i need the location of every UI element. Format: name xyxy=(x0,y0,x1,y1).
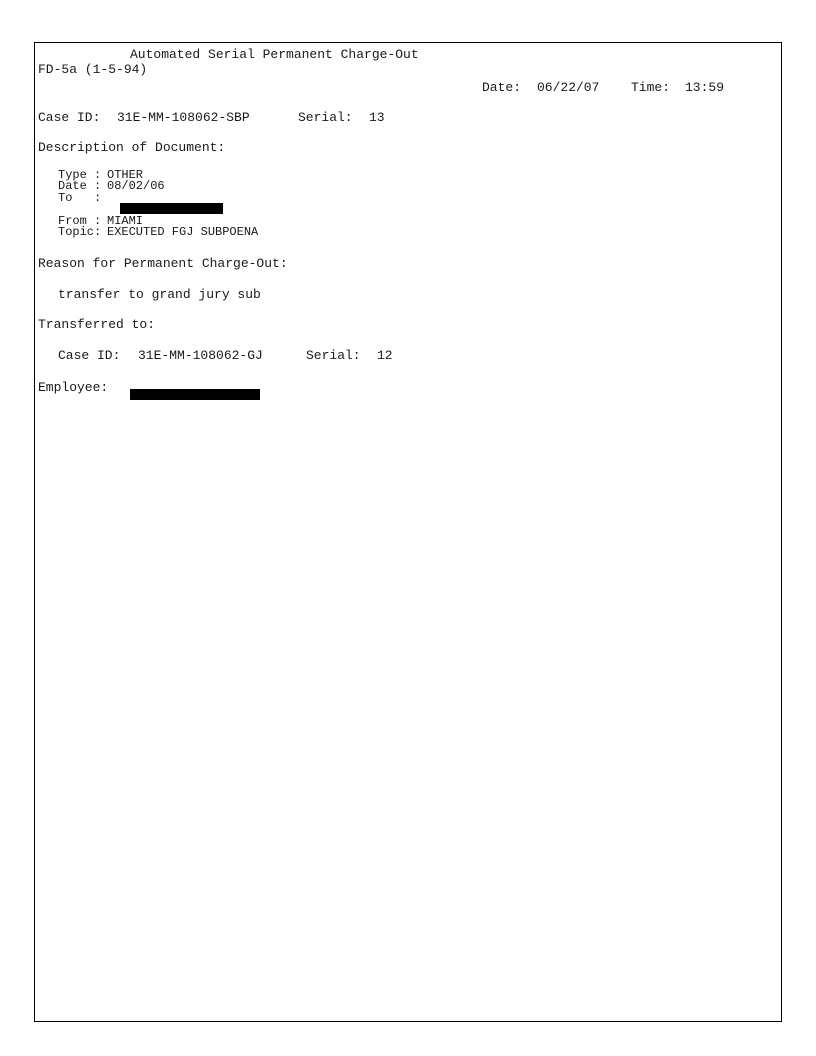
type-label: Type : xyxy=(58,168,102,182)
type-value: OTHER xyxy=(107,168,144,182)
case-id-label: Case ID: xyxy=(38,110,101,125)
from-label: From : xyxy=(58,214,102,228)
date-label: Date: xyxy=(482,80,522,95)
to-label: To : xyxy=(58,191,102,205)
reason-heading: Reason for Permanent Charge-Out: xyxy=(38,256,288,271)
form-number: FD-5a (1-5-94) xyxy=(38,62,148,77)
transfer-serial-label: Serial: xyxy=(306,348,361,363)
time-label: Time: xyxy=(631,80,671,95)
serial-value: 13 xyxy=(369,110,385,125)
from-value: MIAMI xyxy=(107,214,144,228)
reason-text: transfer to grand jury sub xyxy=(58,287,261,302)
time-value: 13:59 xyxy=(685,80,725,95)
redacted-employee-name xyxy=(130,389,260,400)
case-id-value: 31E-MM-108062-SBP xyxy=(117,110,250,125)
description-heading: Description of Document: xyxy=(38,140,226,155)
transfer-serial-value: 12 xyxy=(377,348,393,363)
transfer-heading: Transferred to: xyxy=(38,317,156,332)
form-title: Automated Serial Permanent Charge-Out xyxy=(130,47,419,62)
redacted-recipient xyxy=(120,203,223,214)
topic-value: EXECUTED FGJ SUBPOENA xyxy=(107,225,259,239)
date-value: 06/22/07 xyxy=(537,80,600,95)
transfer-case-id: 31E-MM-108062-GJ xyxy=(138,348,263,363)
doc-date-label: Date : xyxy=(58,179,102,193)
doc-date-value: 08/02/06 xyxy=(107,179,165,193)
topic-label: Topic: xyxy=(58,225,102,239)
transfer-case-label: Case ID: xyxy=(58,348,121,363)
serial-label: Serial: xyxy=(298,110,353,125)
employee-label: Employee: xyxy=(38,380,109,395)
